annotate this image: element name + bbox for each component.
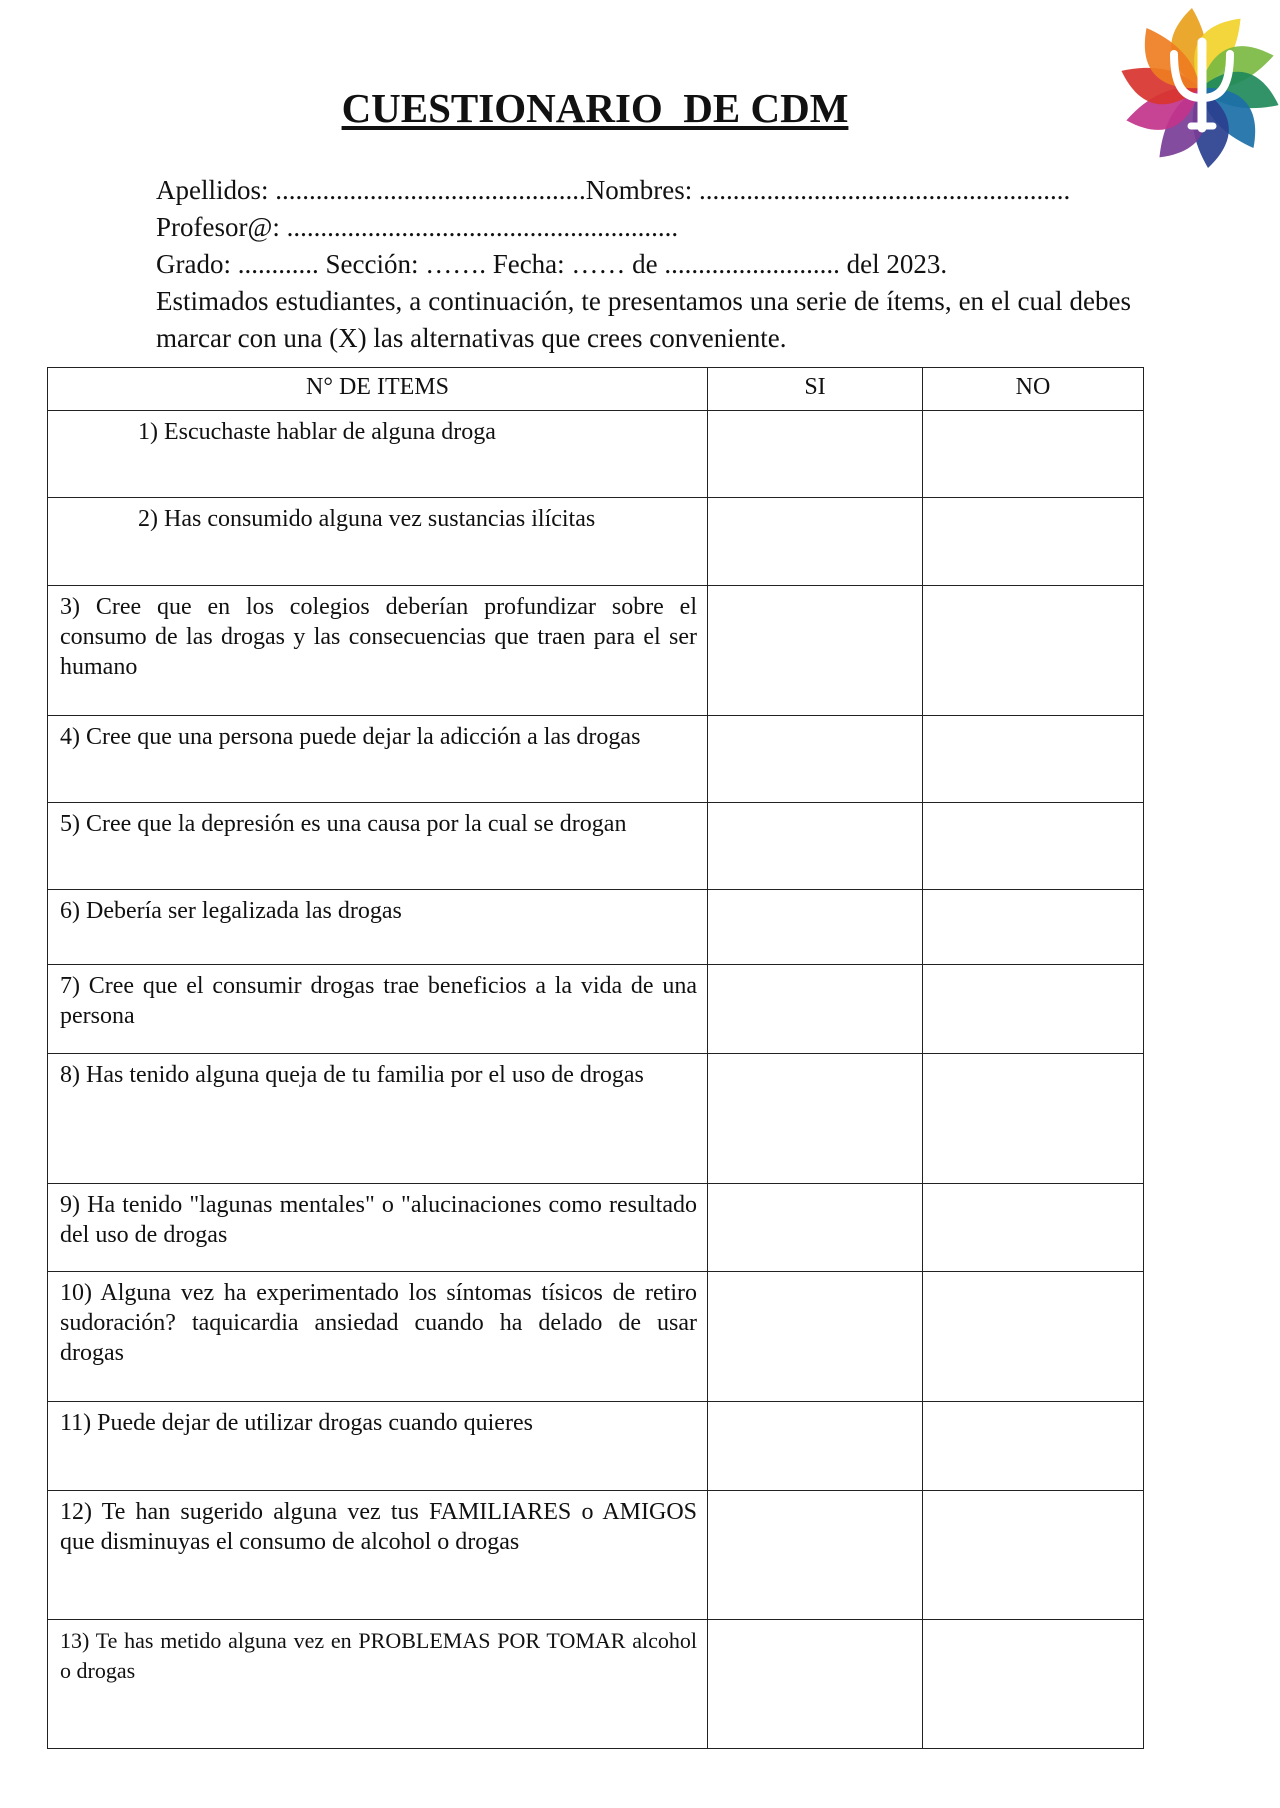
question-text: 2) Has consumido alguna vez sustancias ilícitas (48, 498, 708, 586)
question-text: 11) Puede dejar de utilizar drogas cuando quieres (48, 1402, 708, 1491)
answer-si-cell[interactable] (708, 1184, 923, 1272)
answer-si-cell[interactable] (708, 716, 923, 803)
answer-no-cell[interactable] (923, 1620, 1144, 1749)
answer-si-cell[interactable] (708, 1402, 923, 1491)
table-row (48, 716, 1144, 803)
answer-no-cell[interactable] (923, 716, 1144, 803)
question-text: 12) Te han sugerido alguna vez tus FAMILIARES o AMIGOS que disminuyas el consumo de alcohol o drogas (48, 1491, 708, 1620)
psi-flower-logo-icon (1112, 2, 1280, 170)
answer-si-cell[interactable] (708, 803, 923, 890)
header-si: SI (708, 368, 923, 411)
answer-no-cell[interactable] (923, 1184, 1144, 1272)
form-header (156, 172, 1131, 357)
table-row (48, 965, 1144, 1054)
answer-si-cell[interactable] (708, 1054, 923, 1184)
answer-si-cell[interactable] (708, 1491, 923, 1620)
answer-no-cell[interactable] (923, 586, 1144, 716)
table-row (48, 411, 1144, 498)
question-text: 6) Debería ser legalizada las drogas (48, 890, 708, 965)
profesor-line[interactable]: Profesor@: .......................................................... (156, 212, 679, 242)
answer-si-cell[interactable] (708, 965, 923, 1054)
question-text: 10) Alguna vez ha experimentado los síntomas tísicos de retiro sudoración? taquicardia ansiedad cuando ha delado de usar drogas (48, 1272, 708, 1402)
table-row (48, 1184, 1144, 1272)
questionnaire-table (47, 367, 1144, 1749)
question-text: 8) Has tenido alguna queja de tu familia por el uso de drogas (48, 1054, 708, 1184)
table-row (48, 1402, 1144, 1491)
answer-no-cell[interactable] (923, 1402, 1144, 1491)
answer-no-cell[interactable] (923, 1054, 1144, 1184)
instructions-text: Estimados estudiantes, a continuación, te presentamos una serie de ítems, en el cual debes marcar con una (X) las alternativas que crees conveniente. (156, 286, 1131, 353)
answer-no-cell[interactable] (923, 890, 1144, 965)
table-row (48, 1054, 1144, 1184)
header-items: N° DE ITEMS (48, 368, 708, 411)
table-row (48, 498, 1144, 586)
apellidos-nombres-line[interactable]: Apellidos: ..............................................Nombres: ....................................................... (156, 175, 1071, 205)
answer-no-cell[interactable] (923, 1272, 1144, 1402)
question-text: 5) Cree que la depresión es una causa por la cual se drogan (48, 803, 708, 890)
table-row (48, 1272, 1144, 1402)
answer-no-cell[interactable] (923, 803, 1144, 890)
answer-si-cell[interactable] (708, 1620, 923, 1749)
table-row (48, 1620, 1144, 1749)
answer-no-cell[interactable] (923, 411, 1144, 498)
answer-si-cell[interactable] (708, 890, 923, 965)
question-text: 4) Cree que una persona puede dejar la adicción a las drogas (48, 716, 708, 803)
question-text: 3) Cree que en los colegios deberían profundizar sobre el consumo de las drogas y las consecuencias que traen para el ser humano (48, 586, 708, 716)
table-row (48, 803, 1144, 890)
table-row (48, 586, 1144, 716)
page-title: CUESTIONARIO DE CDM (341, 85, 849, 131)
answer-si-cell[interactable] (708, 498, 923, 586)
grado-seccion-fecha-line[interactable]: Grado: ............ Sección: ……. Fecha: …… de .......................... del 2023. (156, 249, 948, 279)
table-row (48, 890, 1144, 965)
answer-no-cell[interactable] (923, 965, 1144, 1054)
answer-si-cell[interactable] (708, 411, 923, 498)
question-text: 1) Escuchaste hablar de alguna droga (48, 411, 708, 498)
answer-si-cell[interactable] (708, 586, 923, 716)
question-text: 13) Te has metido alguna vez en PROBLEMAS POR TOMAR alcohol o drogas (48, 1620, 708, 1749)
question-text: 9) Ha tenido "lagunas mentales" o "alucinaciones como resultado del uso de drogas (48, 1184, 708, 1272)
answer-no-cell[interactable] (923, 498, 1144, 586)
table-body (48, 411, 1144, 1749)
table-header-row (48, 368, 1144, 411)
answer-si-cell[interactable] (708, 1272, 923, 1402)
answer-no-cell[interactable] (923, 1491, 1144, 1620)
question-text: 7) Cree que el consumir drogas trae beneficios a la vida de una persona (48, 965, 708, 1054)
table-row (48, 1491, 1144, 1620)
header-no: NO (923, 368, 1144, 411)
